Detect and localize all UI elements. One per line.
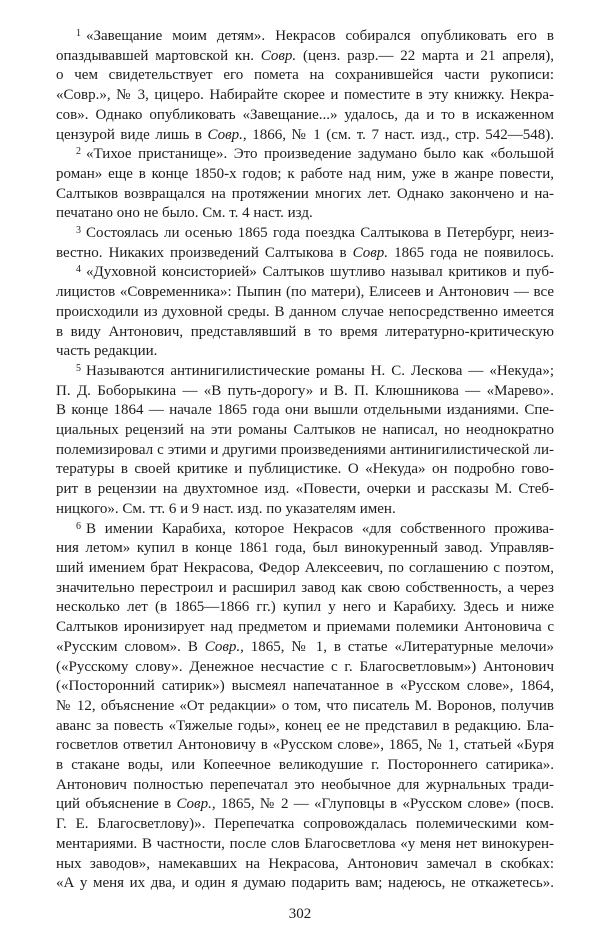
text-line	[56, 638, 554, 658]
text-segment: «Завещание моим детям». Некрасов собирался опубликовать его в	[86, 28, 554, 44]
journal-abbrev: Совр.,	[204, 638, 244, 655]
footnote-5	[56, 362, 554, 520]
journal-abbrev: Совр.	[352, 244, 389, 261]
text-line	[56, 244, 554, 264]
text-segment: ментариями. В частности, после слов Благосветлова «у меня нет винокурен-	[56, 835, 554, 852]
text-line	[56, 835, 554, 855]
text-line	[56, 47, 554, 67]
text-line	[56, 145, 554, 165]
text-segment: несколько лет (в 1865—1866 гг.) купил у него и Карабиху. Здесь и ниже	[56, 599, 554, 616]
text-line	[56, 421, 554, 441]
text-segment: лицистов «Современника»: Пыпин (по матери), Елисеев и Антонович — все	[56, 284, 554, 301]
footnote-number: 5	[76, 362, 81, 374]
text-line	[56, 815, 554, 835]
text-segment: аванс за повесть «Тяжелые годы», конец ее не представил в редакцию. Бла-	[56, 717, 554, 734]
text-line	[56, 539, 554, 559]
text-line	[56, 362, 554, 382]
text-segment: ций объяснение в	[56, 796, 177, 813]
text-segment: 1865 года не появилось.	[388, 244, 555, 261]
text-segment: циальных рецензий на эти романы Салтыков не написал, но неоднократно	[56, 422, 554, 439]
text-line	[56, 460, 554, 480]
text-line	[56, 756, 554, 776]
text-segment: П. Д. Боборыкина — «В путь-дорогу» и В. П. Клюшникова — «Марево».	[56, 382, 554, 399]
text-segment: вестно. Никаких произведений Салтыкова в	[56, 244, 353, 261]
footnote-1	[56, 27, 554, 145]
text-line	[56, 500, 554, 520]
text-line	[56, 480, 554, 500]
text-segment: 1865, № 1, в статье «Литературные мелочи»	[243, 638, 554, 655]
text-segment: ных заводов», намекавших на Некрасова, Антонович замечал в скобках:	[56, 855, 554, 872]
footnotes-body	[56, 0, 554, 894]
text-line	[56, 579, 554, 599]
text-segment: («Посторонний сатирик») высмеял напечатанное в «Русском слове», 1864,	[56, 678, 554, 695]
text-segment: («Русскому слову». Денежное несчастие с г. Благосветловым») Антонович	[56, 658, 554, 675]
text-segment: Салтыков возвращался на протяжении многих лет. Однако закончено и на-	[56, 185, 554, 202]
footnote-number: 1	[76, 28, 81, 39]
text-segment: Г. Е. Благосветлову)». Перепечатка сопровождалась полемическими ком-	[56, 816, 554, 833]
text-line	[56, 717, 554, 737]
text-segment: «Совр.», № 3, цицеро. Набирайте скорее и поместите в эту книжку. Некра-	[56, 87, 554, 104]
text-line	[56, 224, 554, 244]
text-line	[56, 27, 554, 47]
journal-abbrev: Совр.,	[176, 796, 216, 813]
text-segment: значительно перестроил и расширил завод как свою собственность, а через	[56, 579, 554, 596]
footnote-3	[56, 224, 554, 263]
text-line	[56, 283, 554, 303]
text-segment: в стакане воды, или Копеечное великодушие г. Постороннего сатирика».	[56, 757, 554, 774]
text-line	[56, 677, 554, 697]
text-segment: рит в рецензии на двухтомное изд. «Повести, очерки и рассказы М. Стеб-	[56, 481, 554, 498]
text-line	[56, 697, 554, 717]
text-segment: часть редакции.	[56, 343, 158, 360]
text-segment: печатано оно не было. См. т. 4 наст. изд.	[56, 205, 313, 222]
journal-abbrev: Совр.	[260, 47, 297, 64]
text-line	[56, 855, 554, 875]
text-segment: 1866, № 1 (см. т. 7 наст. изд., стр. 542—548).	[246, 126, 554, 143]
text-line	[56, 303, 554, 323]
text-segment: Антонович полностью перепечатал это необычное для журнальных тради-	[56, 776, 554, 793]
text-segment: «Духовной консисторией» Салтыков шутливо называл критиков и пуб-	[86, 264, 554, 281]
text-segment: Называются антинигилистические романы Н. С. Лескова — «Некуда»;	[86, 362, 554, 379]
footnote-number: 2	[76, 146, 81, 158]
text-line	[56, 126, 554, 146]
text-line	[56, 598, 554, 618]
text-segment: Состоялась ли осенью 1865 года поездка Салтыкова в Петербург, неиз-	[86, 225, 554, 242]
text-line	[56, 323, 554, 343]
text-segment: 1865, № 2 — «Глуповцы в «Русском слове» (посв.	[215, 796, 554, 813]
text-line	[56, 795, 554, 815]
footnote-2	[56, 145, 554, 224]
text-segment: роман» еще в конце 1850-х годов; к работе над ним, уже в жанре повести,	[56, 165, 554, 182]
text-segment: «Тихое пристанище». Это произведение задумано было как «большой	[86, 146, 554, 163]
footnote-number: 3	[76, 225, 81, 237]
text-segment: «А у меня их два, и один я думаю подарить вам; надеюсь, не откажетесь».	[56, 875, 554, 892]
text-line	[56, 204, 554, 224]
text-segment: Салтыков иронизирует над предметом и приемами полемики Антоновича с	[56, 619, 554, 636]
text-line	[56, 342, 554, 362]
text-segment: № 12, объяснение «От редакции» о том, что писатель М. Воронов, получив	[56, 697, 554, 714]
text-line	[56, 441, 554, 461]
text-segment: опаздывавшей мартовской кн.	[56, 47, 261, 64]
text-line	[56, 401, 554, 421]
footnote-number: 4	[76, 264, 81, 276]
text-line	[56, 165, 554, 185]
text-line	[56, 559, 554, 579]
text-segment: цензурой виде лишь в	[56, 126, 208, 143]
text-line	[56, 874, 554, 894]
footnote-number: 6	[76, 520, 81, 532]
text-segment: (ценз. разр.— 22 марта и 21 апреля),	[296, 47, 554, 64]
text-line	[56, 263, 554, 283]
text-segment: госветлов ответил Антоновичу в «Русском слове», 1865, № 1, статьей «Буря	[56, 737, 554, 754]
text-segment: ния летом» купил в конце 1861 года, был винокуренный завод. Управляв-	[56, 540, 554, 557]
text-line	[56, 520, 554, 540]
text-line	[56, 776, 554, 796]
footnote-6	[56, 520, 554, 894]
text-segment: происходили из духовной среды. В данном случае непосредственно имеется	[56, 303, 554, 320]
text-line	[56, 66, 554, 86]
text-segment: сов». Однако опубликовать «Завещание...» удалось, да и то в искаженном	[56, 106, 554, 123]
text-line	[56, 382, 554, 402]
text-segment: В имении Карабиха, которое Некрасов «для собственного прожива-	[86, 520, 554, 537]
journal-abbrev: Совр.,	[207, 126, 247, 143]
text-line	[56, 658, 554, 678]
text-segment: полемизировал с этими и другими произведениями антинигилистической ли-	[56, 441, 554, 458]
text-segment: тературы в своей критике и публицистике. О «Некуда» он подробно гово-	[56, 461, 554, 478]
footnote-4	[56, 263, 554, 362]
text-line	[56, 618, 554, 638]
text-segment: ший имением брат Некрасова, Федор Алексеевич, по соглашению с поэтом,	[56, 559, 554, 576]
page-number: 302	[288, 905, 312, 922]
text-line	[56, 736, 554, 756]
text-segment: в виду Антонович, представлявший в то время литературно-критическую	[56, 323, 554, 340]
text-segment: «Русским словом». В	[56, 638, 205, 655]
text-segment: ницкого». См. тт. 6 и 9 наст. изд. по указателям имен.	[56, 500, 396, 517]
text-line	[56, 106, 554, 126]
text-segment: В конце 1864 — начале 1865 года они вышли отдельными изданиями. Спе-	[56, 402, 554, 419]
text-line	[56, 185, 554, 205]
text-line	[56, 86, 554, 106]
text-segment: о чем свидетельствует его помета на сохранившейся части рукописи:	[56, 67, 554, 84]
